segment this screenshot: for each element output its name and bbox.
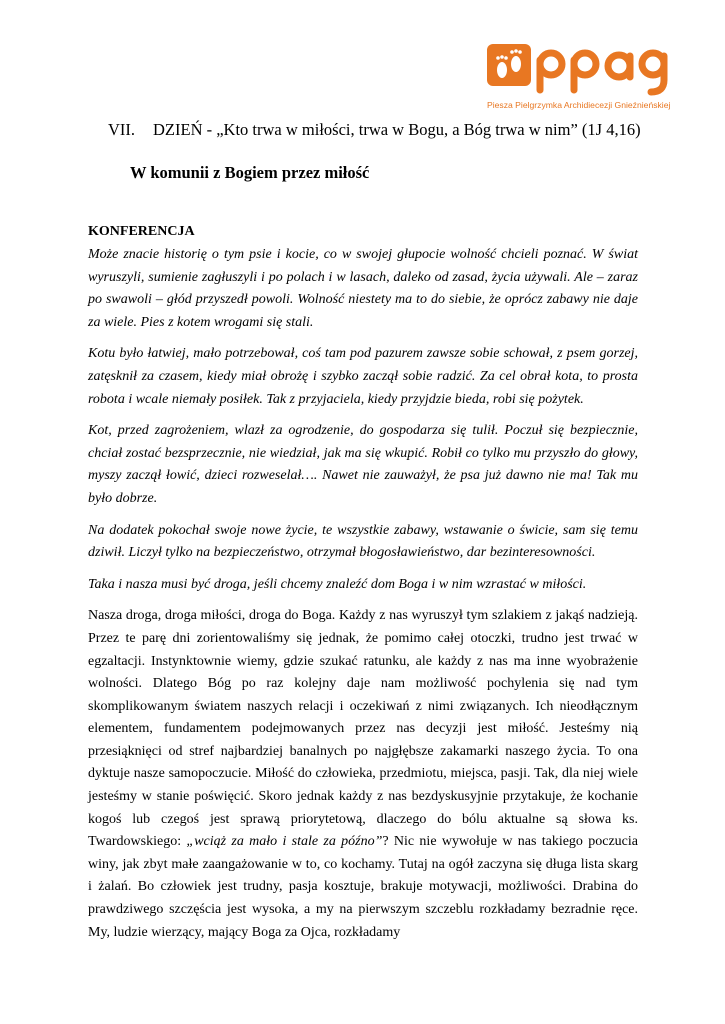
story-paragraph: Może znacie historię o tym psie i kocie, co w swojej głupocie wolność chcieli poznać. W świat wyruszyli, sumienie zagłuszyli i po polach i w lasach, daleko od zasad, życia używali. Ale – zaraz po swawoli – głód przyszedł powoli. Wolność niestety ma to do siebie, że oprócz zabawy nie daje za wiele. Pies z kotem wrogami się stali. <box>88 247 638 330</box>
ppag-logo-graphic <box>487 40 677 100</box>
day-subtitle: W komunii z Bogiem przez miłość <box>130 163 370 182</box>
main-text-start: Nasza droga, droga miłości, droga do Boga. Każdy z nas wyruszył tym szlakiem z jakąś nadzieją. Przez te parę dni zorientowaliśmy się jednak, że pomimo całej otoczki, trudno jest trwać w egzaltacji. Instynktownie wiemy, gdzie szukać ratunku, ale każdy z nas ma inne wyobrażenie wolności. Dlatego Bóg po raz kolejny daje nam możliwość pochylenia się nad tym skomplikowanym światem naszych relacji i oczekiwań z nimi związanych. Ich nieodłącznym elementem, fundamentem podejmowanych przez nas decyzji jest miłość. Jesteśmy nią przesiąknięci od stref najbardziej banalnych po najgłębsze zakamarki naszego życia. To ona dyktuje nasze samopoczucie. Miłość do człowieka, przedmiotu, miejsca, pasji. Tak, dla niej wiele jesteśmy w stanie poświęcić. Skoro jednak każdy z nas bezdyskusyjnie przytakuje, że kochanie kogoś lub czegoś jest sprawą priorytetową, dlaczego do bólu aktualne są słowa ks. Twardowskiego: <box>88 608 638 850</box>
main-paragraph <box>88 605 638 944</box>
story-paragraph: Taka i nasza musi być droga, jeśli chcemy znaleźć dom Boga i w nim wzrastać w miłości. <box>88 576 587 592</box>
document-body <box>88 244 638 953</box>
story-paragraph: Kot, przed zagrożeniem, wlazł za ogrodzenie, do gospodarza się tulił. Poczuł się bezpiecznie, chciał zostać bezsprzecznie, nie wiedział, jak ma się wkupić. Robił co tylko mu przyszło do głowy, myszy zaczął łowić, dzieci rozweselał…. Nawet nie zauważył, że psa już dawno nie ma! Tak mu było dobrze. <box>88 423 638 506</box>
story-paragraph: Na dodatek pokochał swoje nowe życie, te wszystkie zabawy, wstawanie o świcie, sam się temu dziwił. Liczył tylko na bezpieczeństwo, otrzymał błogosławieństwo, dar bezinteresowności. <box>88 522 638 561</box>
logo-subtitle: Piesza Pielgrzymka Archidiecezji Gnieźnieńskiej <box>487 100 671 110</box>
twardowski-quote: „wciąż za mało i stale za późno” <box>186 834 383 850</box>
section-title: KONFERENCJA <box>88 224 195 239</box>
footprint-badge <box>487 44 531 86</box>
main-text-end: ? Nic nie wywołuje w nas takiego poczucia winy, jak zbyt małe zaangażowanie w to, co kochamy. Tutaj na ogół zaczyna się długa lista skarg i żalań. Bo człowiek jest trudny, pasja kosztuje, brakuje motywacji, możliwości. Drabina do prawdziwego szczęścia jest wysoka, a my na pierwszym szczeblu rozkładamy bezradnie ręce. My, ludzie wierzący, mający Boga za Ojca, rozkładamy <box>88 834 638 940</box>
story-paragraph: Kotu było łatwiej, mało potrzebował, coś tam pod pazurem zawsze sobie schował, z psem gorzej, zatęsknił za czasem, kiedy miał obrożę i szybko zaczął sobie radzić. Za cel obrał kota, to prosta robota i wcale niemały posiłek. Tak z przyjaciela, kiedy przyjdzie bieda, robi się pożytek. <box>88 346 638 407</box>
ppag-logo <box>487 40 677 112</box>
day-number: VII. <box>108 120 136 139</box>
day-title: DZIEŃ - „Kto trwa w miłości, trwa w Bogu, a Bóg trwa w nim” (1J 4,16) <box>153 120 641 139</box>
brand-wordmark <box>540 53 664 92</box>
